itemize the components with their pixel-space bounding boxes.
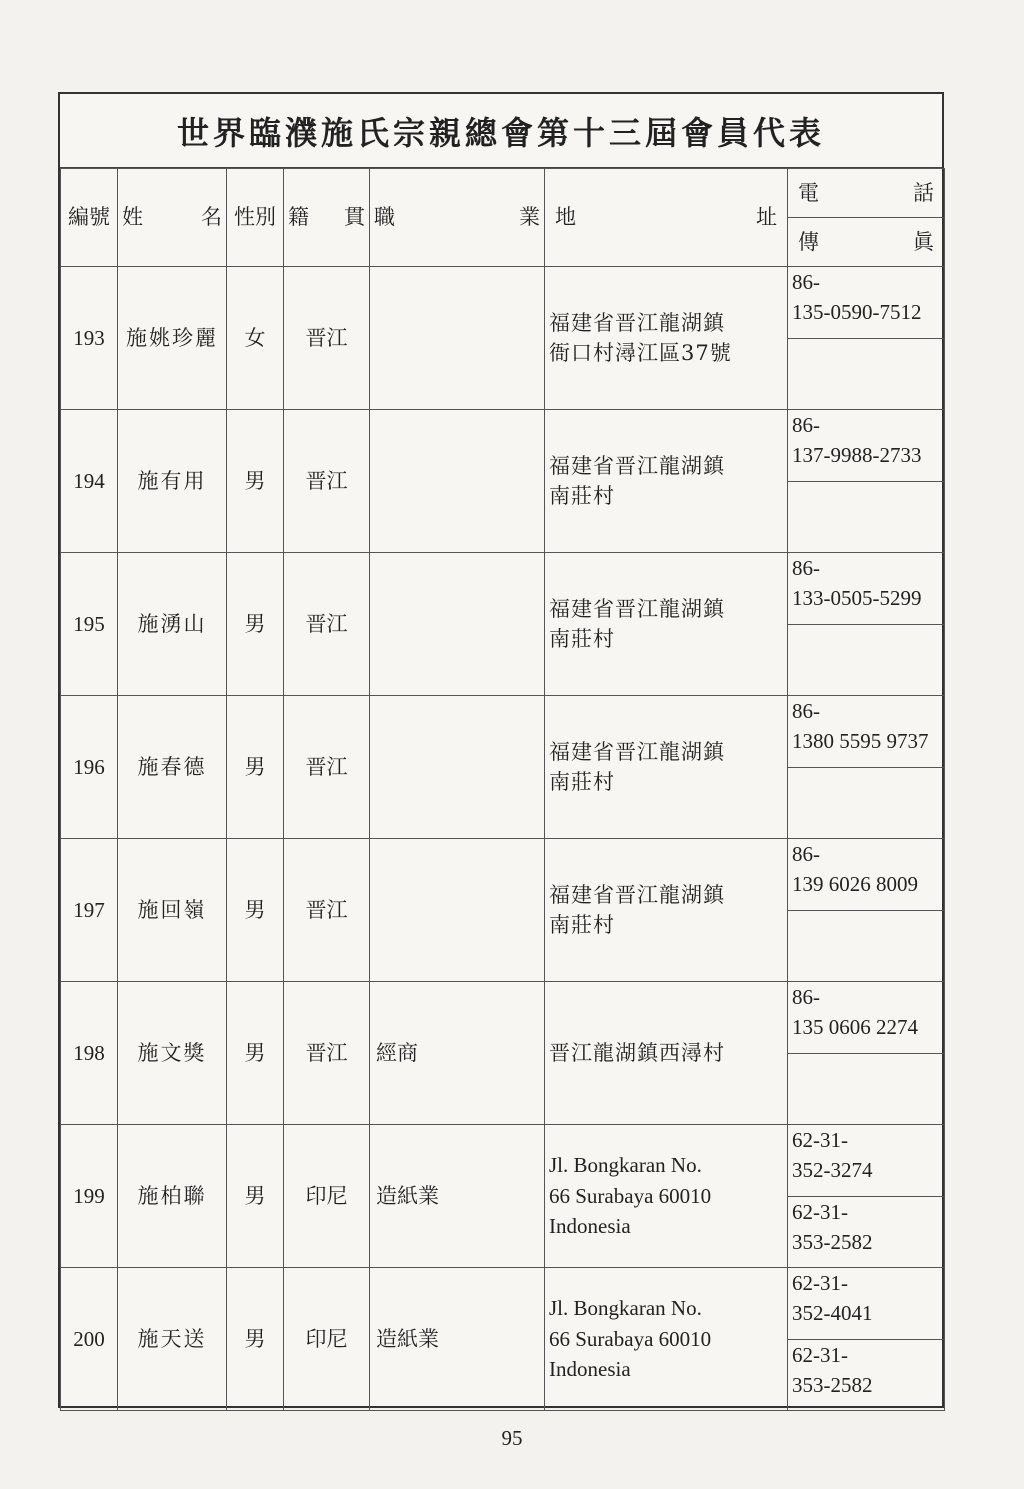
member-origin: 晋江	[284, 982, 370, 1125]
member-address-line: 66 Surabaya 60010	[549, 1326, 712, 1351]
member-occupation: 造紙業	[370, 1125, 545, 1268]
member-number: 196	[61, 696, 118, 839]
member-address-line: 南莊村	[549, 627, 615, 651]
member-fax-line: 62-31-	[792, 1200, 848, 1224]
member-phone	[788, 839, 945, 911]
member-phone-line: 135 0606 2274	[792, 1015, 918, 1040]
member-gender: 男	[227, 1268, 284, 1411]
member-address-line: 福建省晋江龍湖鎮	[549, 882, 725, 907]
member-table-frame	[58, 92, 944, 1408]
member-number: 199	[61, 1125, 118, 1268]
header-number: 編號	[61, 169, 118, 267]
member-row	[61, 1125, 945, 1197]
member-address-line: 衙口村潯江區37號	[549, 341, 732, 365]
header-occupation: 職 業	[370, 169, 545, 267]
member-fax	[788, 625, 945, 696]
page-number: 95	[501, 1426, 523, 1450]
member-phone-line: 86-	[792, 556, 820, 580]
member-row	[61, 267, 945, 339]
member-origin: 晋江	[284, 553, 370, 696]
page-title: 世界臨濮施氏宗親總會第十三屆會員代表	[60, 94, 942, 168]
member-fax	[788, 768, 945, 839]
member-fax	[788, 1054, 945, 1125]
member-name: 施文獎	[118, 982, 227, 1125]
member-number: 197	[61, 839, 118, 982]
member-fax	[788, 339, 945, 410]
member-gender: 女	[227, 267, 284, 410]
header-origin: 籍 貫	[284, 169, 370, 267]
member-address	[545, 839, 788, 982]
member-address-line: Jl. Bongkaran No.	[549, 1153, 702, 1178]
member-phone-line: 137-9988-2733	[792, 443, 922, 468]
member-origin: 印尼	[284, 1268, 370, 1411]
member-occupation	[370, 267, 545, 410]
member-phone-line: 86-	[792, 842, 820, 866]
member-phone	[788, 982, 945, 1054]
member-fax	[788, 1197, 945, 1268]
member-address-line: 66 Surabaya 60010	[549, 1183, 712, 1208]
member-origin: 晋江	[284, 696, 370, 839]
member-address	[545, 553, 788, 696]
member-phone-line: 133-0505-5299	[792, 586, 922, 611]
member-fax-line: 353-2582	[792, 1373, 873, 1398]
member-fax-line: 62-31-	[792, 1343, 848, 1367]
member-occupation: 造紙業	[370, 1268, 545, 1411]
member-phone-line: 86-	[792, 985, 820, 1009]
header-row	[61, 169, 945, 218]
member-name: 施春德	[118, 696, 227, 839]
member-gender: 男	[227, 982, 284, 1125]
member-address-line: 福建省晋江龍湖鎮	[549, 596, 725, 621]
member-number: 198	[61, 982, 118, 1125]
member-address-line: 福建省晋江龍湖鎮	[549, 310, 725, 335]
member-name: 施姚珍麗	[118, 267, 227, 410]
member-address	[545, 1125, 788, 1268]
member-address-line: 福建省晋江龍湖鎮	[549, 739, 725, 764]
member-occupation	[370, 553, 545, 696]
member-gender: 男	[227, 1125, 284, 1268]
member-address-line: 南莊村	[549, 770, 615, 794]
member-number: 193	[61, 267, 118, 410]
member-origin: 印尼	[284, 1125, 370, 1268]
member-occupation	[370, 410, 545, 553]
member-name: 施有用	[118, 410, 227, 553]
member-phone	[788, 553, 945, 625]
member-fax	[788, 1340, 945, 1411]
member-address-line: 晋江龍湖鎮西潯村	[549, 1040, 725, 1065]
member-phone-line: 139 6026 8009	[792, 872, 918, 897]
member-gender: 男	[227, 696, 284, 839]
member-address	[545, 982, 788, 1125]
member-number: 195	[61, 553, 118, 696]
member-fax-line: 353-2582	[792, 1230, 873, 1255]
member-address-line: 南莊村	[549, 913, 615, 937]
member-occupation	[370, 839, 545, 982]
member-number: 194	[61, 410, 118, 553]
member-phone-line: 352-3274	[792, 1158, 873, 1183]
member-phone-line: 135-0590-7512	[792, 300, 922, 325]
member-occupation: 經商	[370, 982, 545, 1125]
member-row	[61, 553, 945, 625]
member-phone	[788, 1268, 945, 1340]
member-gender: 男	[227, 553, 284, 696]
header-gender: 性別	[227, 169, 284, 267]
header-fax: 傳 眞	[788, 218, 945, 267]
member-address-line: Indonesia	[549, 1214, 631, 1239]
member-name: 施天送	[118, 1268, 227, 1411]
member-table	[60, 168, 945, 1411]
member-fax	[788, 482, 945, 553]
header-phone: 電 話	[788, 169, 945, 218]
member-address-line: Indonesia	[549, 1357, 631, 1382]
member-fax	[788, 911, 945, 982]
member-name: 施回嶺	[118, 839, 227, 982]
member-row	[61, 696, 945, 768]
header-address: 地 址	[545, 169, 788, 267]
member-phone-line: 86-	[792, 699, 820, 723]
member-phone-line: 62-31-	[792, 1271, 848, 1295]
member-name: 施湧山	[118, 553, 227, 696]
member-phone	[788, 410, 945, 482]
member-phone-line: 62-31-	[792, 1128, 848, 1152]
member-origin: 晋江	[284, 410, 370, 553]
member-address-line: 南莊村	[549, 484, 615, 508]
member-number: 200	[61, 1268, 118, 1411]
member-phone-line: 86-	[792, 270, 820, 294]
member-phone-line: 86-	[792, 413, 820, 437]
member-phone	[788, 696, 945, 768]
member-phone-line: 352-4041	[792, 1301, 873, 1326]
member-row	[61, 839, 945, 911]
member-phone	[788, 267, 945, 339]
member-occupation	[370, 696, 545, 839]
member-phone	[788, 1125, 945, 1197]
member-gender: 男	[227, 410, 284, 553]
member-address	[545, 267, 788, 410]
member-row	[61, 1268, 945, 1340]
member-origin: 晋江	[284, 267, 370, 410]
member-name: 施柏聯	[118, 1125, 227, 1268]
member-address	[545, 696, 788, 839]
member-address	[545, 410, 788, 553]
member-address-line: 福建省晋江龍湖鎮	[549, 453, 725, 478]
member-row	[61, 410, 945, 482]
member-table-body	[61, 169, 945, 1411]
member-phone-line: 1380 5595 9737	[792, 729, 929, 754]
header-name: 姓 名	[118, 169, 227, 267]
member-gender: 男	[227, 839, 284, 982]
member-origin: 晋江	[284, 839, 370, 982]
member-address	[545, 1268, 788, 1411]
member-address-line: Jl. Bongkaran No.	[549, 1296, 702, 1321]
member-row	[61, 982, 945, 1054]
